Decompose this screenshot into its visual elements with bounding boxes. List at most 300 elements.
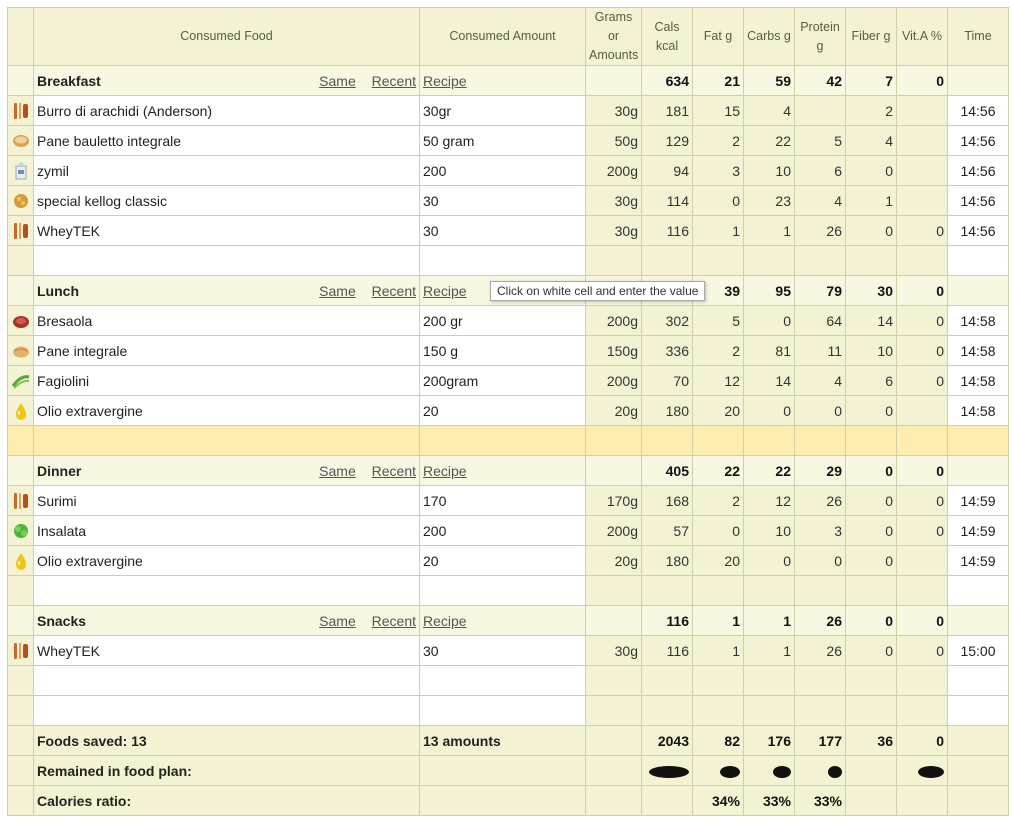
food-fiber-cell: 14 bbox=[846, 306, 897, 336]
empty-carbs-cell bbox=[744, 426, 795, 456]
food-cals-cell: 116 bbox=[642, 216, 693, 246]
meal-grams-cell bbox=[586, 606, 642, 636]
food-time-cell: 14:59 bbox=[948, 486, 1009, 516]
column-header-row bbox=[8, 8, 1009, 66]
remained-protein-cell bbox=[795, 756, 846, 786]
meal-total-protein: 26 bbox=[795, 606, 846, 636]
recent-link[interactable]: Recent bbox=[371, 612, 416, 629]
food-fat-cell: 20 bbox=[693, 546, 744, 576]
food-amount-cell[interactable]: 50 gram bbox=[420, 126, 586, 156]
same-link[interactable]: Same bbox=[319, 462, 356, 479]
food-time-cell: 14:59 bbox=[948, 546, 1009, 576]
food-vita-cell bbox=[897, 186, 948, 216]
meal-total-vita: 0 bbox=[897, 276, 948, 306]
empty-amount-cell[interactable] bbox=[420, 666, 586, 696]
meal-grams-cell bbox=[586, 456, 642, 486]
meal-total-fat: 39 bbox=[693, 276, 744, 306]
ratio-icon-cell bbox=[8, 786, 34, 816]
green-bean-icon bbox=[11, 371, 31, 387]
remained-time-cell bbox=[948, 756, 1009, 786]
food-cals-cell: 70 bbox=[642, 366, 693, 396]
recent-link[interactable]: Recent bbox=[371, 462, 416, 479]
column-header-fat: Fat g bbox=[693, 8, 744, 66]
food-amount-cell[interactable]: 150 g bbox=[420, 336, 586, 366]
food-grams-cell: 50g bbox=[586, 126, 642, 156]
empty-amount-cell[interactable] bbox=[420, 246, 586, 276]
meal-total-fiber: 0 bbox=[846, 456, 897, 486]
food-icon-cell bbox=[8, 546, 34, 576]
food-name-cell[interactable]: special kellog classic bbox=[34, 186, 420, 216]
food-amount-cell[interactable]: 200gram bbox=[420, 366, 586, 396]
empty-vita-cell bbox=[897, 576, 948, 606]
food-grams-cell: 200g bbox=[586, 366, 642, 396]
grand-total-carbs: 176 bbox=[744, 726, 795, 756]
food-grams-cell: 30g bbox=[586, 96, 642, 126]
food-row bbox=[8, 636, 1009, 666]
food-amount-cell[interactable]: 30 bbox=[420, 216, 586, 246]
meal-title-cell bbox=[34, 276, 420, 306]
food-name-cell[interactable]: Insalata bbox=[34, 516, 420, 546]
food-protein-cell: 64 bbox=[795, 306, 846, 336]
food-protein-cell: 4 bbox=[795, 186, 846, 216]
food-cals-cell: 116 bbox=[642, 636, 693, 666]
empty-cals-cell bbox=[642, 696, 693, 726]
empty-grams-cell bbox=[586, 426, 642, 456]
food-cals-cell: 336 bbox=[642, 336, 693, 366]
meal-total-fat: 1 bbox=[693, 606, 744, 636]
food-carbs-cell: 1 bbox=[744, 216, 795, 246]
food-carbs-cell: 0 bbox=[744, 306, 795, 336]
empty-cals-cell bbox=[642, 576, 693, 606]
ratio-fat-cell: 34% bbox=[693, 786, 744, 816]
food-amount-cell[interactable]: 20 bbox=[420, 396, 586, 426]
ratio-fiber-cell bbox=[846, 786, 897, 816]
food-fat-cell: 1 bbox=[693, 636, 744, 666]
empty-amount-cell[interactable] bbox=[420, 426, 586, 456]
food-protein-cell: 5 bbox=[795, 126, 846, 156]
food-name-cell[interactable]: Fagiolini bbox=[34, 366, 420, 396]
food-name-cell[interactable]: Olio extravergine bbox=[34, 396, 420, 426]
meal-icon-cell bbox=[8, 606, 34, 636]
food-cals-cell: 180 bbox=[642, 546, 693, 576]
meal-icon-cell bbox=[8, 276, 34, 306]
recipe-link[interactable]: Recipe bbox=[423, 72, 467, 89]
food-time-cell: 14:56 bbox=[948, 156, 1009, 186]
column-header-fiber: Fiber g bbox=[846, 8, 897, 66]
column-header-carbs: Carbs g bbox=[744, 8, 795, 66]
food-fat-cell: 0 bbox=[693, 516, 744, 546]
recipe-cell bbox=[420, 456, 586, 486]
empty-entry-row bbox=[8, 246, 1009, 276]
fork-knife-icon bbox=[11, 101, 31, 117]
food-carbs-cell: 23 bbox=[744, 186, 795, 216]
redaction-mark bbox=[649, 766, 689, 778]
food-protein-cell: 6 bbox=[795, 156, 846, 186]
meal-total-vita: 0 bbox=[897, 66, 948, 96]
remained-grams-cell bbox=[586, 756, 642, 786]
column-header-vita: Vit.A % bbox=[897, 8, 948, 66]
empty-food-cell[interactable] bbox=[34, 246, 420, 276]
ratio-carbs-cell: 33% bbox=[744, 786, 795, 816]
food-cals-cell: 114 bbox=[642, 186, 693, 216]
empty-entry-row bbox=[8, 576, 1009, 606]
food-carbs-cell: 4 bbox=[744, 96, 795, 126]
meal-time-cell bbox=[948, 276, 1009, 306]
food-name-cell[interactable]: Bresaola bbox=[34, 306, 420, 336]
empty-icon-cell bbox=[8, 426, 34, 456]
meal-total-fiber: 0 bbox=[846, 606, 897, 636]
meal-header-row bbox=[8, 456, 1009, 486]
food-grams-cell: 170g bbox=[586, 486, 642, 516]
food-fat-cell: 5 bbox=[693, 306, 744, 336]
meal-header-row bbox=[8, 66, 1009, 96]
food-fiber-cell: 1 bbox=[846, 186, 897, 216]
food-cals-cell: 181 bbox=[642, 96, 693, 126]
food-icon-cell bbox=[8, 486, 34, 516]
food-grams-cell: 200g bbox=[586, 306, 642, 336]
food-time-cell: 14:58 bbox=[948, 336, 1009, 366]
food-amount-cell[interactable]: 30gr bbox=[420, 96, 586, 126]
food-fat-cell: 15 bbox=[693, 96, 744, 126]
empty-time-cell bbox=[948, 696, 1009, 726]
food-row bbox=[8, 516, 1009, 546]
food-amount-cell[interactable]: 200 bbox=[420, 516, 586, 546]
food-fiber-cell: 0 bbox=[846, 486, 897, 516]
food-protein-cell: 11 bbox=[795, 336, 846, 366]
food-protein-cell: 26 bbox=[795, 486, 846, 516]
empty-fiber-cell bbox=[846, 666, 897, 696]
food-row bbox=[8, 186, 1009, 216]
empty-vita-cell bbox=[897, 666, 948, 696]
food-fiber-cell: 0 bbox=[846, 156, 897, 186]
food-name-cell[interactable]: Pane bauletto integrale bbox=[34, 126, 420, 156]
empty-time-cell bbox=[948, 666, 1009, 696]
recipe-link[interactable]: Recipe bbox=[423, 612, 467, 629]
same-link[interactable]: Same bbox=[319, 72, 356, 89]
summary-icon-cell bbox=[8, 726, 34, 756]
empty-food-cell[interactable] bbox=[34, 576, 420, 606]
food-vita-cell bbox=[897, 546, 948, 576]
remained-carbs-cell bbox=[744, 756, 795, 786]
empty-carbs-cell bbox=[744, 576, 795, 606]
redaction-mark bbox=[773, 766, 791, 778]
food-vita-cell bbox=[897, 396, 948, 426]
food-amount-cell[interactable]: 170 bbox=[420, 486, 586, 516]
empty-icon-cell bbox=[8, 246, 34, 276]
grand-total-protein: 177 bbox=[795, 726, 846, 756]
empty-cals-cell bbox=[642, 426, 693, 456]
food-icon-cell bbox=[8, 96, 34, 126]
food-row bbox=[8, 336, 1009, 366]
food-fiber-cell: 2 bbox=[846, 96, 897, 126]
food-name-cell[interactable]: Olio extravergine bbox=[34, 546, 420, 576]
remained-label: Remained in food plan: bbox=[34, 756, 420, 786]
empty-protein-cell bbox=[795, 666, 846, 696]
empty-carbs-cell bbox=[744, 666, 795, 696]
food-vita-cell: 0 bbox=[897, 336, 948, 366]
food-time-cell: 14:58 bbox=[948, 306, 1009, 336]
oil-drop-icon bbox=[11, 551, 31, 567]
grand-total-cals: 2043 bbox=[642, 726, 693, 756]
food-name-cell[interactable]: zymil bbox=[34, 156, 420, 186]
redaction-mark bbox=[918, 766, 944, 778]
food-carbs-cell: 14 bbox=[744, 366, 795, 396]
food-amount-cell[interactable]: 200 gr bbox=[420, 306, 586, 336]
food-time-cell: 14:58 bbox=[948, 366, 1009, 396]
empty-protein-cell bbox=[795, 696, 846, 726]
empty-cals-cell bbox=[642, 666, 693, 696]
food-grams-cell: 30g bbox=[586, 216, 642, 246]
meal-title: Snacks bbox=[37, 612, 87, 629]
food-row bbox=[8, 96, 1009, 126]
meal-total-fiber: 7 bbox=[846, 66, 897, 96]
food-name-cell[interactable]: Pane integrale bbox=[34, 336, 420, 366]
food-fat-cell: 1 bbox=[693, 216, 744, 246]
ratio-protein-cell: 33% bbox=[795, 786, 846, 816]
recent-link[interactable]: Recent bbox=[371, 282, 416, 299]
empty-cals-cell bbox=[642, 246, 693, 276]
empty-time-cell bbox=[948, 246, 1009, 276]
food-carbs-cell: 12 bbox=[744, 486, 795, 516]
meal-icon-cell bbox=[8, 66, 34, 96]
milk-carton-icon bbox=[11, 161, 31, 177]
food-vita-cell: 0 bbox=[897, 516, 948, 546]
meal-title-cell bbox=[34, 606, 420, 636]
food-fiber-cell: 0 bbox=[846, 636, 897, 666]
food-protein-cell bbox=[795, 96, 846, 126]
grand-total-vita: 0 bbox=[897, 726, 948, 756]
meal-total-vita: 0 bbox=[897, 606, 948, 636]
empty-carbs-cell bbox=[744, 246, 795, 276]
food-vita-cell bbox=[897, 126, 948, 156]
food-icon-cell bbox=[8, 396, 34, 426]
food-grams-cell: 30g bbox=[586, 186, 642, 216]
food-icon-cell bbox=[8, 156, 34, 186]
empty-carbs-cell bbox=[744, 696, 795, 726]
food-name-cell[interactable]: Burro di arachidi (Anderson) bbox=[34, 96, 420, 126]
food-protein-cell: 26 bbox=[795, 636, 846, 666]
meal-title-cell bbox=[34, 66, 420, 96]
food-amount-cell[interactable]: 200 bbox=[420, 156, 586, 186]
empty-time-cell bbox=[948, 426, 1009, 456]
meal-time-cell bbox=[948, 606, 1009, 636]
remained-cals-cell bbox=[642, 756, 693, 786]
lettuce-icon bbox=[11, 521, 31, 537]
food-row bbox=[8, 546, 1009, 576]
food-vita-cell: 0 bbox=[897, 486, 948, 516]
food-protein-cell: 4 bbox=[795, 366, 846, 396]
meal-total-protein: 29 bbox=[795, 456, 846, 486]
empty-icon-cell bbox=[8, 696, 34, 726]
amounts-label: 13 amounts bbox=[420, 726, 586, 756]
food-time-cell: 14:56 bbox=[948, 126, 1009, 156]
column-header-grams: Grams or Amounts bbox=[586, 8, 642, 66]
food-fat-cell: 0 bbox=[693, 186, 744, 216]
food-time-cell: 14:56 bbox=[948, 96, 1009, 126]
empty-fat-cell bbox=[693, 576, 744, 606]
empty-food-cell[interactable] bbox=[34, 696, 420, 726]
bread-icon bbox=[11, 131, 31, 147]
food-cals-cell: 129 bbox=[642, 126, 693, 156]
food-cals-cell: 57 bbox=[642, 516, 693, 546]
column-header-food: Consumed Food bbox=[34, 8, 420, 66]
food-grams-cell: 20g bbox=[586, 396, 642, 426]
empty-vita-cell bbox=[897, 246, 948, 276]
meal-time-cell bbox=[948, 66, 1009, 96]
empty-fiber-cell bbox=[846, 576, 897, 606]
food-cals-cell: 180 bbox=[642, 396, 693, 426]
column-header-amount: Consumed Amount bbox=[420, 8, 586, 66]
empty-fat-cell bbox=[693, 696, 744, 726]
food-carbs-cell: 1 bbox=[744, 636, 795, 666]
food-row bbox=[8, 216, 1009, 246]
empty-vita-cell bbox=[897, 696, 948, 726]
food-fiber-cell: 10 bbox=[846, 336, 897, 366]
meal-total-protein: 42 bbox=[795, 66, 846, 96]
meal-title-cell bbox=[34, 456, 420, 486]
food-vita-cell bbox=[897, 96, 948, 126]
empty-protein-cell bbox=[795, 246, 846, 276]
fork-knife-icon bbox=[11, 221, 31, 237]
bread-loaf-icon bbox=[11, 341, 31, 357]
meal-total-carbs: 1 bbox=[744, 606, 795, 636]
food-fiber-cell: 0 bbox=[846, 546, 897, 576]
remained-row bbox=[8, 756, 1009, 786]
food-carbs-cell: 10 bbox=[744, 156, 795, 186]
recent-link[interactable]: Recent bbox=[371, 72, 416, 89]
food-log-table bbox=[7, 7, 1009, 816]
foods-saved-label: Foods saved: 13 bbox=[34, 726, 420, 756]
meal-icon-cell bbox=[8, 456, 34, 486]
meal-total-cals: 116 bbox=[642, 606, 693, 636]
food-icon-cell bbox=[8, 126, 34, 156]
meat-icon bbox=[11, 311, 31, 327]
meal-total-fat: 21 bbox=[693, 66, 744, 96]
food-grams-cell: 200g bbox=[586, 516, 642, 546]
food-row bbox=[8, 396, 1009, 426]
empty-vita-cell bbox=[897, 426, 948, 456]
redaction-mark bbox=[720, 766, 740, 778]
meal-total-vita: 0 bbox=[897, 456, 948, 486]
food-grams-cell: 150g bbox=[586, 336, 642, 366]
empty-protein-cell bbox=[795, 576, 846, 606]
food-icon-cell bbox=[8, 336, 34, 366]
food-name-cell[interactable]: Surimi bbox=[34, 486, 420, 516]
food-vita-cell: 0 bbox=[897, 216, 948, 246]
meal-title: Dinner bbox=[37, 462, 82, 479]
meal-title: Breakfast bbox=[37, 72, 101, 89]
fork-knife-icon bbox=[11, 641, 31, 657]
ratio-cals-cell bbox=[642, 786, 693, 816]
meal-total-fiber: 30 bbox=[846, 276, 897, 306]
food-fat-cell: 2 bbox=[693, 126, 744, 156]
meal-title: Lunch bbox=[37, 282, 79, 299]
empty-fat-cell bbox=[693, 246, 744, 276]
ratio-grams-cell bbox=[586, 786, 642, 816]
food-protein-cell: 0 bbox=[795, 546, 846, 576]
empty-icon-cell bbox=[8, 576, 34, 606]
food-carbs-cell: 0 bbox=[744, 546, 795, 576]
empty-amount-cell[interactable] bbox=[420, 576, 586, 606]
summary-time-cell bbox=[948, 726, 1009, 756]
empty-fiber-cell bbox=[846, 246, 897, 276]
empty-time-cell bbox=[948, 576, 1009, 606]
recipe-link[interactable]: Recipe bbox=[423, 462, 467, 479]
food-carbs-cell: 0 bbox=[744, 396, 795, 426]
food-row bbox=[8, 126, 1009, 156]
meal-grams-cell bbox=[586, 66, 642, 96]
remained-icon-cell bbox=[8, 756, 34, 786]
food-cals-cell: 94 bbox=[642, 156, 693, 186]
ratio-time-cell bbox=[948, 786, 1009, 816]
food-row bbox=[8, 156, 1009, 186]
empty-grams-cell bbox=[586, 696, 642, 726]
food-fiber-cell: 0 bbox=[846, 216, 897, 246]
column-header-cals: Cals kcal bbox=[642, 8, 693, 66]
food-carbs-cell: 81 bbox=[744, 336, 795, 366]
food-time-cell: 14:58 bbox=[948, 396, 1009, 426]
remained-vita-cell bbox=[897, 756, 948, 786]
same-link[interactable]: Same bbox=[319, 612, 356, 629]
meal-total-carbs: 22 bbox=[744, 456, 795, 486]
food-protein-cell: 0 bbox=[795, 396, 846, 426]
food-fat-cell: 12 bbox=[693, 366, 744, 396]
meal-header-row bbox=[8, 606, 1009, 636]
recipe-link[interactable]: Recipe bbox=[423, 282, 467, 299]
food-fiber-cell: 6 bbox=[846, 366, 897, 396]
meal-total-fat: 22 bbox=[693, 456, 744, 486]
food-name-cell[interactable]: WheyTEK bbox=[34, 636, 420, 666]
empty-food-cell[interactable] bbox=[34, 426, 420, 456]
food-vita-cell: 0 bbox=[897, 366, 948, 396]
food-name-cell[interactable]: WheyTEK bbox=[34, 216, 420, 246]
remained-fat-cell bbox=[693, 756, 744, 786]
food-vita-cell: 0 bbox=[897, 636, 948, 666]
food-amount-cell[interactable]: 20 bbox=[420, 546, 586, 576]
food-protein-cell: 3 bbox=[795, 516, 846, 546]
empty-fat-cell bbox=[693, 426, 744, 456]
food-cals-cell: 168 bbox=[642, 486, 693, 516]
empty-fiber-cell bbox=[846, 426, 897, 456]
empty-grams-cell bbox=[586, 666, 642, 696]
remained-amount-cell bbox=[420, 756, 586, 786]
same-link[interactable]: Same bbox=[319, 282, 356, 299]
redaction-mark bbox=[828, 766, 842, 778]
meal-total-cals: 405 bbox=[642, 456, 693, 486]
food-amount-cell[interactable]: 30 bbox=[420, 636, 586, 666]
ratio-label: Calories ratio: bbox=[34, 786, 420, 816]
food-fiber-cell: 0 bbox=[846, 396, 897, 426]
empty-grams-cell bbox=[586, 246, 642, 276]
food-grams-cell: 30g bbox=[586, 636, 642, 666]
column-header-protein: Protein g bbox=[795, 8, 846, 66]
food-carbs-cell: 10 bbox=[744, 516, 795, 546]
calories-ratio-row bbox=[8, 786, 1009, 816]
food-fat-cell: 3 bbox=[693, 156, 744, 186]
column-header-time: Time bbox=[948, 8, 1009, 66]
food-icon-cell bbox=[8, 186, 34, 216]
food-time-cell: 14:59 bbox=[948, 516, 1009, 546]
empty-food-cell[interactable] bbox=[34, 666, 420, 696]
grand-total-fat: 82 bbox=[693, 726, 744, 756]
food-vita-cell: 0 bbox=[897, 306, 948, 336]
food-amount-cell[interactable]: 30 bbox=[420, 186, 586, 216]
remained-fiber-cell bbox=[846, 756, 897, 786]
empty-protein-cell bbox=[795, 426, 846, 456]
food-grams-cell: 20g bbox=[586, 546, 642, 576]
meal-total-carbs: 95 bbox=[744, 276, 795, 306]
empty-amount-cell[interactable] bbox=[420, 696, 586, 726]
